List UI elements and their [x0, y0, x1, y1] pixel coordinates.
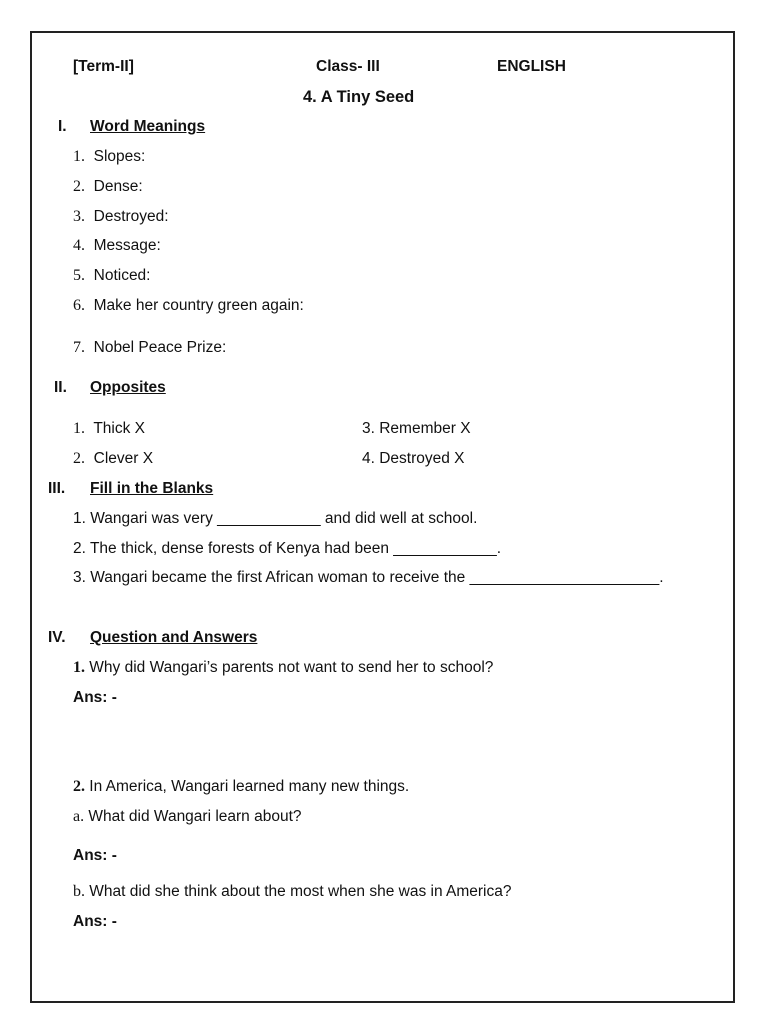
- item-number: 4.: [73, 237, 85, 254]
- question-2: [73, 777, 409, 797]
- list-item: 1. Wangari was very ____________ and did well at school.: [73, 510, 478, 527]
- subject-label: ENGLISH: [497, 58, 566, 75]
- section-numeral-1: I.: [58, 118, 67, 135]
- item-text: Make her country green again:: [93, 297, 304, 314]
- item-text: Nobel Peace Prize:: [93, 339, 227, 356]
- item-text: Clever X: [93, 450, 154, 467]
- list-item: [73, 296, 304, 316]
- item-text: Message:: [93, 237, 161, 254]
- question-2a: [73, 807, 302, 827]
- list-item: [73, 207, 169, 227]
- question-text: Why did Wangari’s parents not want to send her to school?: [85, 659, 494, 676]
- list-item: [73, 338, 226, 358]
- item-text: Thick X: [93, 420, 146, 437]
- item-number: 1.: [73, 420, 85, 437]
- answer-label: Ans: -: [73, 913, 117, 930]
- question-text: In America, Wangari learned many new things.: [85, 778, 410, 795]
- list-item: 4. Destroyed X: [362, 450, 465, 467]
- item-number: 6.: [73, 297, 85, 314]
- section-heading-opposites: Opposites: [90, 379, 166, 396]
- list-item: [73, 419, 145, 439]
- list-item: 3. Wangari became the first African woman to receive the ______________________.: [73, 569, 664, 586]
- list-item: [73, 449, 153, 469]
- question-letter: b.: [73, 883, 85, 900]
- item-text: Slopes:: [93, 148, 146, 165]
- section-heading-fill-blanks: Fill in the Blanks: [90, 480, 214, 497]
- item-text: Destroyed:: [93, 208, 169, 225]
- answer-label: Ans: -: [73, 689, 117, 706]
- list-item: [73, 147, 145, 167]
- section-numeral-3: III.: [48, 480, 66, 497]
- term-label: [Term-II]: [73, 58, 134, 75]
- question-letter: a.: [73, 808, 85, 825]
- item-number: 5.: [73, 267, 85, 284]
- question-number: 1.: [73, 659, 85, 676]
- item-number: 3.: [73, 208, 85, 225]
- list-item: [73, 266, 151, 286]
- question-number: 2.: [73, 778, 85, 795]
- question-text: What did she think about the most when she was in America?: [85, 883, 512, 900]
- question-2b: [73, 882, 511, 902]
- item-number: 2.: [73, 450, 85, 467]
- list-item: [73, 177, 143, 197]
- item-text: Dense:: [93, 178, 143, 195]
- item-number: 7.: [73, 339, 85, 356]
- item-number: 1.: [73, 148, 85, 165]
- item-text: Noticed:: [93, 267, 151, 284]
- section-numeral-2: II.: [54, 379, 67, 396]
- question-text: What did Wangari learn about?: [84, 808, 302, 825]
- lesson-title: 4. A Tiny Seed: [303, 88, 415, 106]
- list-item: [73, 236, 161, 256]
- question-1: [73, 658, 493, 678]
- class-label: Class- III: [316, 58, 380, 75]
- section-numeral-4: IV.: [48, 629, 66, 646]
- list-item: 3. Remember X: [362, 420, 471, 437]
- list-item: 2. The thick, dense forests of Kenya had been ____________.: [73, 540, 502, 557]
- section-heading-qa: Question and Answers: [90, 629, 258, 646]
- answer-label: Ans: -: [73, 847, 117, 864]
- section-heading-word-meanings: Word Meanings: [90, 118, 206, 135]
- item-number: 2.: [73, 178, 85, 195]
